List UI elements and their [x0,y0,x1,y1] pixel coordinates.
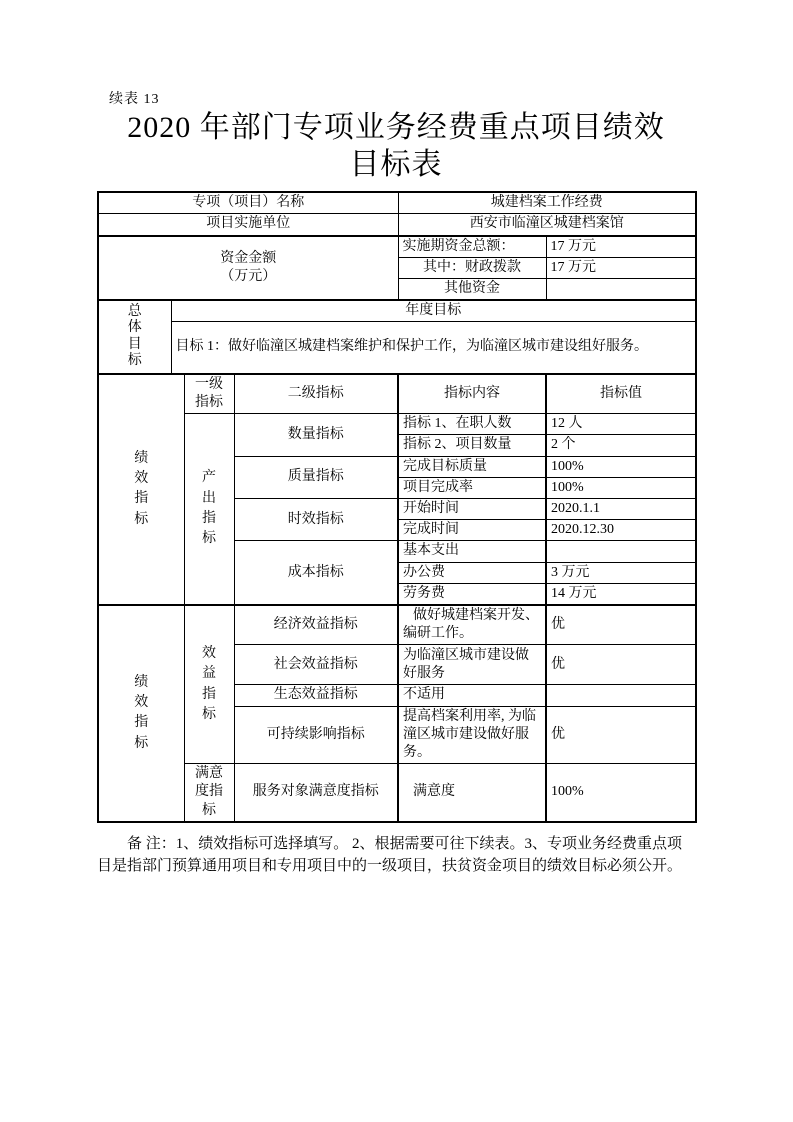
cell-indicator-value [546,541,696,562]
cell-header-content: 指标内容 [398,374,546,414]
cell-project-name-label: 专项（项目）名称 [98,192,398,214]
cell-implement-unit-value: 西安市临潼区城建档案馆 [398,214,696,236]
cell-fund-other-label: 其他资金 [398,278,546,300]
table-row [98,605,696,645]
cell-performance-section-1 [98,374,184,605]
cell-output-label [184,414,234,605]
page-title: 2020 年部门专项业务经费重点项目绩效目标表 [127,111,665,181]
fund-amount-label-line2: （万元） [220,268,277,284]
cell-indicator-value: 100% [546,477,696,498]
table-row [98,236,696,258]
cell-indicator-content: 提高档案利用率, 为临潼区城市建设做好服务。 [398,706,546,764]
cell-indicator-content: 不适用 [398,685,546,706]
cell-fund-amount-label [98,236,398,301]
fund-amount-label-line1: 资金金额 [220,250,277,266]
cell-header-level2: 二级指标 [234,374,398,414]
table-row [98,300,696,322]
cell-overall-goal-label [98,300,171,374]
cell-fund-total-label: 实施期资金总额： [398,236,546,258]
cell-annual-goal-header: 年度目标 [171,300,696,322]
cell-indicator-value: 2020.12.30 [546,520,696,541]
cell-indicator-value: 优 [546,605,696,645]
table-row [98,322,696,374]
cell-indicator-value: 优 [546,645,696,685]
cell-project-name-value: 城建档案工作经费 [398,192,696,214]
cell-group-timeliness: 时效指标 [234,498,398,540]
continuation-label: 续表 13 [109,92,160,107]
cell-benefit-label [184,605,234,764]
cell-satisfaction-label: 满意度指标 [184,764,234,822]
cell-group-quantity: 数量指标 [234,414,398,456]
cell-fund-fiscal-label: 其中：财政拨款 [398,257,546,278]
cell-benefit-economic: 经济效益指标 [234,605,398,645]
cell-fund-other-value [546,278,696,300]
cell-performance-section-2 [98,605,184,822]
cell-satisfaction-content: 满意度 [398,764,546,822]
cell-indicator-content: 完成目标质量 [398,456,546,477]
cell-indicator-value: 3 万元 [546,562,696,583]
cell-benefit-ecological: 生态效益指标 [234,685,398,706]
cell-group-cost: 成本指标 [234,541,398,605]
cell-indicator-value: 100% [546,456,696,477]
table-row [98,414,696,435]
cell-indicator-content: 完成时间 [398,520,546,541]
overall-goal-vertical-label: 总体目标 [127,303,142,369]
table-row [98,764,696,822]
cell-header-value: 指标值 [546,374,696,414]
table-row [98,192,696,214]
cell-indicator-content: 项目完成率 [398,477,546,498]
cell-implement-unit-label: 项目实施单位 [98,214,398,236]
cell-indicator-content: 指标 1、在职人数 [398,414,546,435]
cell-indicator-content: 基本支出 [398,541,546,562]
cell-group-quality: 质量指标 [234,456,398,498]
cell-annual-goal-text: 目标 1：做好临潼区城建档案维护和保护工作，为临潼区城市建设组好服务。 [171,322,696,374]
cell-satisfaction-value: 100% [546,764,696,822]
output-vertical-label: 产出指标 [202,470,216,547]
cell-indicator-value: 2020.1.1 [546,498,696,519]
cell-header-level1: 一级指标 [184,374,234,414]
cell-satisfaction-indicator: 服务对象满意度指标 [234,764,398,822]
cell-indicator-content: 劳务费 [398,583,546,605]
cell-benefit-sustainable: 可持续影响指标 [234,706,398,764]
performance-vertical-label-2: 绩效指标 [134,674,149,751]
cell-indicator-content: 做好城建档案开发、编研工作。 [398,605,546,645]
benefit-vertical-label: 效益指标 [202,645,216,722]
cell-fund-total-value: 17 万元 [546,236,696,258]
table-row [98,214,696,236]
footnote: 备 注：1、绩效指标可选择填写。 2、根据需要可往下续表。3、专项业务经费重点项目是指部门预算通用项目和专用项目中的一级项目，扶贫资金项目的绩效目标必须公开。 [97,835,683,875]
cell-indicator-value: 优 [546,706,696,764]
table-row [98,374,696,414]
cell-indicator-content: 为临潼区城市建设做好服务 [398,645,546,685]
cell-indicator-value: 12 人 [546,414,696,435]
cell-benefit-social: 社会效益指标 [234,645,398,685]
cell-indicator-value [546,685,696,706]
cell-indicator-value: 2 个 [546,435,696,456]
performance-vertical-label-1: 绩效指标 [134,450,149,527]
cell-fund-fiscal-value: 17 万元 [546,257,696,278]
document-content [97,0,695,878]
cell-indicator-value: 14 万元 [546,583,696,605]
performance-target-table [97,191,697,823]
cell-indicator-content: 指标 2、项目数量 [398,435,546,456]
cell-indicator-content: 开始时间 [398,498,546,519]
cell-indicator-content: 办公费 [398,562,546,583]
